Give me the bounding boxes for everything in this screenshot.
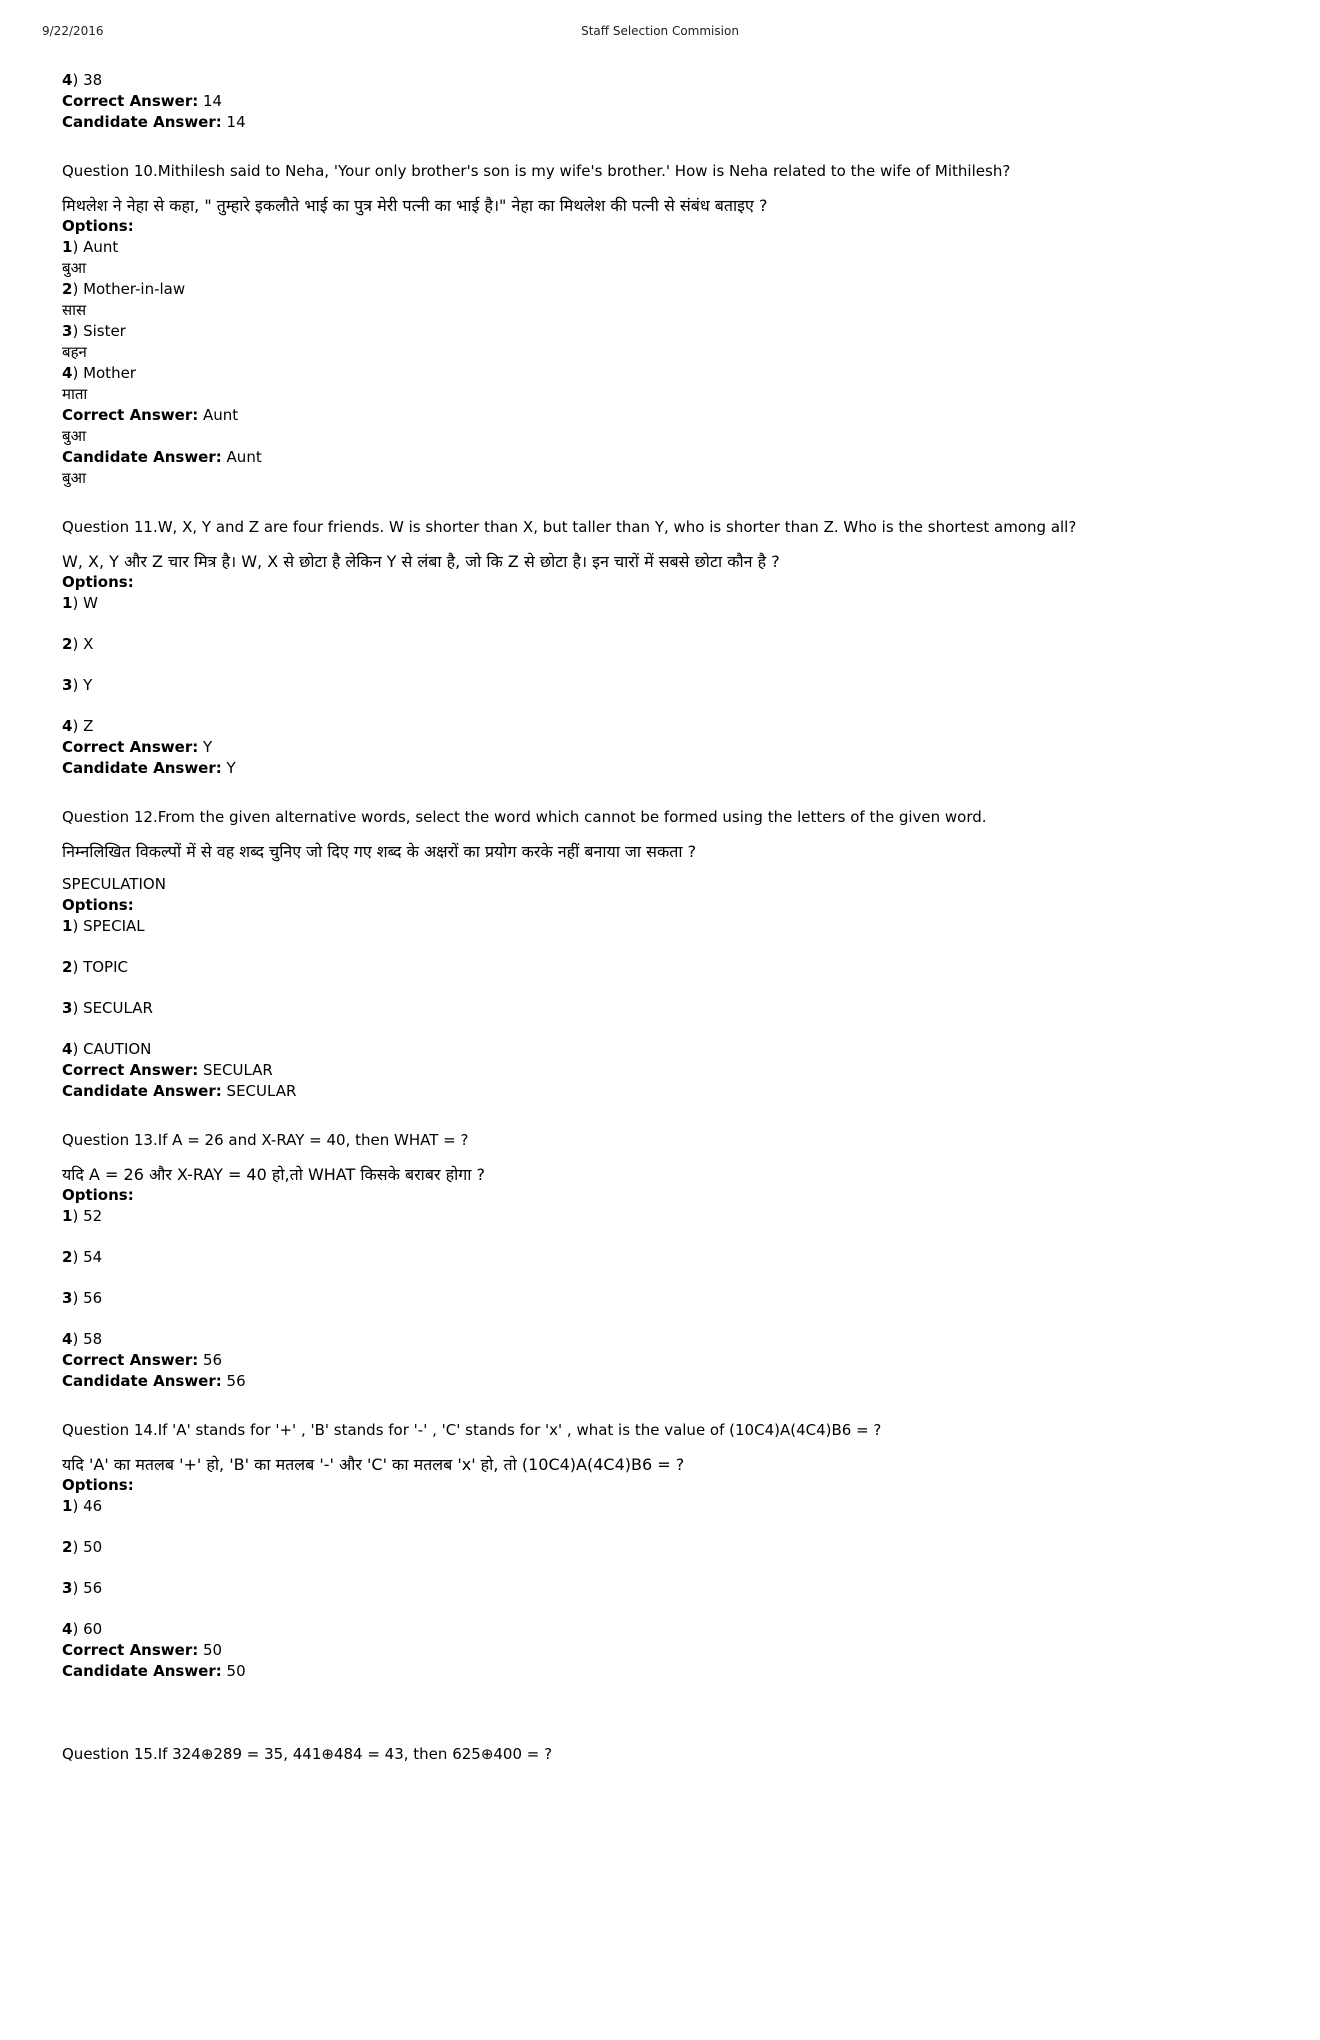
candidate-answer: Candidate Answer: 56 xyxy=(62,1372,246,1390)
print-date: 9/22/2016 xyxy=(42,24,104,38)
question-text-hindi: यदि 'A' का मतलब '+' हो, 'B' का मतलब '-' और 'C' का मतलब 'x' हो, तो (10C4)A(4C4)B6 = ? xyxy=(62,1455,685,1474)
option-2: 2) Mother-in-law xyxy=(62,280,186,298)
option-1: 1) W xyxy=(62,594,98,612)
question-13 xyxy=(62,1130,1262,1392)
question-text: Question 10.Mithilesh said to Neha, 'Your only brother's son is my wife's brother.' How is Neha related to the wife of Mithilesh? xyxy=(62,162,1011,180)
option-1: 1) SPECIAL xyxy=(62,917,145,935)
option-2: 2) 50 xyxy=(62,1538,103,1556)
print-header xyxy=(0,24,1320,42)
options-label: Options: xyxy=(62,217,134,235)
site-title: Staff Selection Commision xyxy=(581,24,739,38)
option-3: 3) Y xyxy=(62,676,93,694)
candidate-answer: Candidate Answer: 50 xyxy=(62,1662,246,1680)
option-1-hindi: बुआ xyxy=(62,259,86,277)
question-11 xyxy=(62,517,1262,779)
correct-answer: Correct Answer: Aunt xyxy=(62,406,239,424)
option-3: 3) 56 xyxy=(62,1289,103,1307)
option-1: 1) Aunt xyxy=(62,238,119,256)
option-2: 2) X xyxy=(62,635,94,653)
candidate-answer: Candidate Answer: 14 xyxy=(62,113,246,131)
correct-answer: Correct Answer: SECULAR xyxy=(62,1061,273,1079)
option-2: 2) TOPIC xyxy=(62,958,128,976)
question-text-hindi: W, X, Y और Z चार मित्र है। W, X से छोटा है लेकिन Y से लंबा है, जो कि Z से छोटा है। इन चारों में सबसे छोटा कौन है ? xyxy=(62,552,780,571)
given-word: SPECULATION xyxy=(62,875,166,893)
candidate-answer: Candidate Answer: Aunt xyxy=(62,448,262,466)
question-12 xyxy=(62,807,1262,1102)
option-4: 4) 58 xyxy=(62,1330,103,1348)
correct-answer: Correct Answer: 50 xyxy=(62,1641,223,1659)
question-15 xyxy=(62,1744,1262,1765)
question-text-hindi: निम्नलिखित विकल्पों में से वह शब्द चुनिए जो दिए गए शब्द के अक्षरों का प्रयोग करके नहीं बनाया जा सकता ? xyxy=(62,842,697,861)
question-10 xyxy=(62,161,1262,489)
option-2-hindi: सास xyxy=(62,301,87,319)
correct-answer: Correct Answer: 14 xyxy=(62,92,223,110)
option-4: 4) Z xyxy=(62,717,94,735)
candidate-answer-hindi: बुआ xyxy=(62,469,86,487)
question-text-hindi: यदि A = 26 और X-RAY = 40 हो,तो WHAT किसके बराबर होगा ? xyxy=(62,1165,485,1184)
option-4: 4) Mother xyxy=(62,364,136,382)
option-2: 2) 54 xyxy=(62,1248,103,1266)
question-14 xyxy=(62,1420,1262,1682)
question-text: Question 14.If 'A' stands for '+' , 'B' stands for '-' , 'C' stands for 'x' , what is the value of (10C4)A(4C4)B6 = ? xyxy=(62,1421,882,1439)
candidate-answer: Candidate Answer: SECULAR xyxy=(62,1082,297,1100)
correct-answer: Correct Answer: 56 xyxy=(62,1351,223,1369)
question-text: Question 11.W, X, Y and Z are four friends. W is shorter than X, but taller than Y, who is shorter than Z. Who is the shortest among all? xyxy=(62,518,1077,536)
options-label: Options: xyxy=(62,1186,134,1204)
option-4: 4) CAUTION xyxy=(62,1040,152,1058)
options-label: Options: xyxy=(62,1476,134,1494)
correct-answer-hindi: बुआ xyxy=(62,427,86,445)
option-3: 3) Sister xyxy=(62,322,126,340)
question-text-hindi: मिथलेश ने नेहा से कहा, " तुम्हारे इकलौते भाई का पुत्र मेरी पत्नी का भाई है।" नेहा का मिथलेश की पत्नी से संबंध बताइए ? xyxy=(62,196,768,215)
option-3: 3) SECULAR xyxy=(62,999,153,1017)
question-text: Question 12.From the given alternative words, select the word which cannot be formed using the letters of the given word. xyxy=(62,808,987,826)
question-text: Question 15.If 324⊕289 = 35, 441⊕484 = 43, then 625⊕400 = ? xyxy=(62,1745,553,1763)
options-label: Options: xyxy=(62,573,134,591)
option-3: 3) 56 xyxy=(62,1579,103,1597)
option-line: 4) 38 xyxy=(62,71,103,89)
question-paper xyxy=(62,70,1262,1778)
option-4-hindi: माता xyxy=(62,385,88,403)
option-1: 1) 52 xyxy=(62,1207,103,1225)
option-1: 1) 46 xyxy=(62,1497,103,1515)
correct-answer: Correct Answer: Y xyxy=(62,738,213,756)
option-3-hindi: बहन xyxy=(62,343,87,361)
candidate-answer: Candidate Answer: Y xyxy=(62,759,236,777)
options-label: Options: xyxy=(62,896,134,914)
question-text: Question 13.If A = 26 and X-RAY = 40, then WHAT = ? xyxy=(62,1131,469,1149)
option-4: 4) 60 xyxy=(62,1620,103,1638)
